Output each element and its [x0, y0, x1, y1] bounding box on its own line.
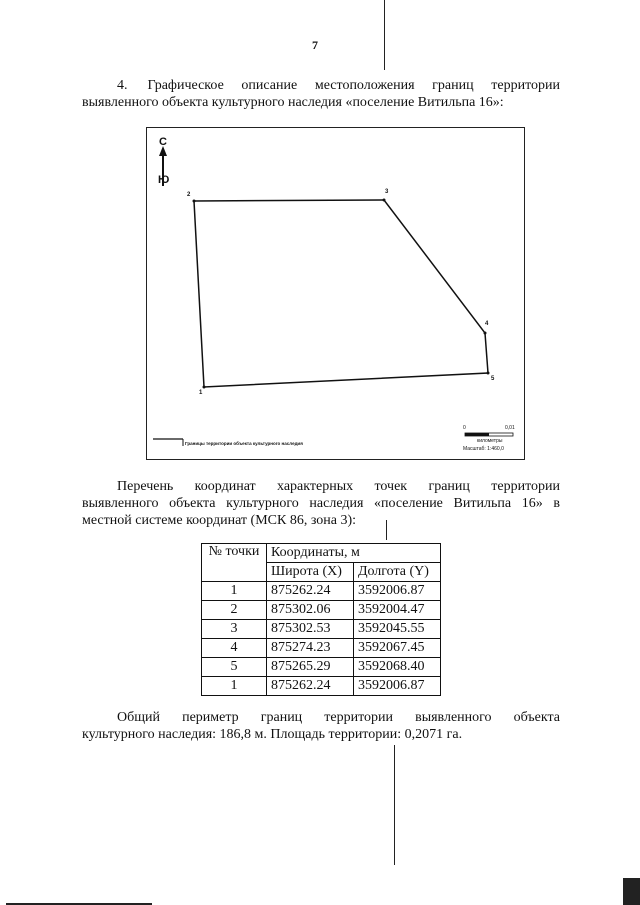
- summary: [82, 709, 560, 743]
- scale-unit: километры: [477, 438, 503, 444]
- section-title-line-2: выявленного объекта культурного наследия «поселение Витильпа 16»:: [82, 95, 504, 110]
- point-label-1: 1: [199, 390, 203, 396]
- north-indicator: [158, 136, 169, 186]
- table-header-row: [202, 544, 441, 563]
- table-row: [202, 639, 441, 658]
- cell-point: 1: [202, 677, 267, 696]
- scale-end: 0,01: [505, 425, 515, 431]
- scale-bar-fill: [465, 433, 489, 436]
- scale-start: 0: [463, 425, 466, 431]
- scan-artifact-line: [384, 0, 385, 70]
- boundary-map: [146, 127, 525, 460]
- cell-y: 3592067.45: [353, 639, 440, 658]
- summary-line-2: культурного наследия: 186,8 м. Площадь территории: 0,2071 га.: [82, 727, 463, 742]
- cell-x: 875302.53: [267, 620, 354, 639]
- intro-line-2: выявленного объекта культурного наследия «поселение Витильпа 16» в: [82, 496, 560, 511]
- boundary-map-drawing: [147, 128, 526, 461]
- summary-line-1: Общий периметр границ территории выявленного объекта: [117, 710, 560, 725]
- point-label-4: 4: [485, 321, 489, 327]
- south-label: Ю: [158, 174, 170, 186]
- table-row: [202, 601, 441, 620]
- section-title-text-1: Графическое описание местоположения границ территории: [147, 78, 560, 93]
- point-label-5: 5: [491, 376, 495, 382]
- page-number: 7: [312, 38, 318, 52]
- point-label-3: 3: [385, 189, 389, 195]
- cell-x: 875265.29: [267, 658, 354, 677]
- cell-point: 3: [202, 620, 267, 639]
- section-title-line-1: [82, 77, 560, 94]
- section-title: [82, 77, 560, 111]
- cell-x: 875262.24: [267, 582, 354, 601]
- boundary-polygon: [194, 200, 488, 387]
- table-row: [202, 658, 441, 677]
- vertex-marker-4: [484, 332, 487, 335]
- north-label: С: [159, 136, 167, 148]
- table-row: [202, 582, 441, 601]
- cell-point: 1: [202, 582, 267, 601]
- legend-label: Границы территории объекта культурного наследия: [185, 441, 303, 446]
- header-coordinates: Координаты, м: [267, 544, 441, 563]
- section-number: 4.: [117, 78, 128, 93]
- cell-y: 3592004.47: [353, 601, 440, 620]
- cell-point: 2: [202, 601, 267, 620]
- scan-artifact-line: [394, 745, 395, 865]
- scale-ratio: Масштаб: 1:460,0: [463, 446, 504, 452]
- point-label-2: 2: [187, 192, 191, 198]
- cell-x: 875262.24: [267, 677, 354, 696]
- cell-y: 3592006.87: [353, 677, 440, 696]
- table-row: [202, 620, 441, 639]
- header-longitude: Долгота (Y): [353, 563, 440, 582]
- header-point: № точки: [202, 544, 267, 582]
- cell-y: 3592068.40: [353, 658, 440, 677]
- cell-point: 5: [202, 658, 267, 677]
- cell-y: 3592006.87: [353, 582, 440, 601]
- intro-line-3: местной системе координат (МСК 86, зона 3):: [82, 513, 357, 528]
- cell-x: 875302.06: [267, 601, 354, 620]
- cell-x: 875274.23: [267, 639, 354, 658]
- cell-y: 3592045.55: [353, 620, 440, 639]
- table-row: [202, 677, 441, 696]
- vertex-marker-5: [487, 372, 490, 375]
- vertex-marker-2: [193, 200, 196, 203]
- coordinates-intro: [82, 478, 560, 529]
- vertex-marker-1: [203, 386, 206, 389]
- scan-artifact-block: [623, 878, 640, 905]
- vertex-marker-3: [383, 199, 386, 202]
- cell-point: 4: [202, 639, 267, 658]
- coordinates-table: [201, 543, 441, 696]
- header-latitude: Широта (X): [267, 563, 354, 582]
- intro-line-1: Перечень координат характерных точек границ территории: [117, 479, 560, 494]
